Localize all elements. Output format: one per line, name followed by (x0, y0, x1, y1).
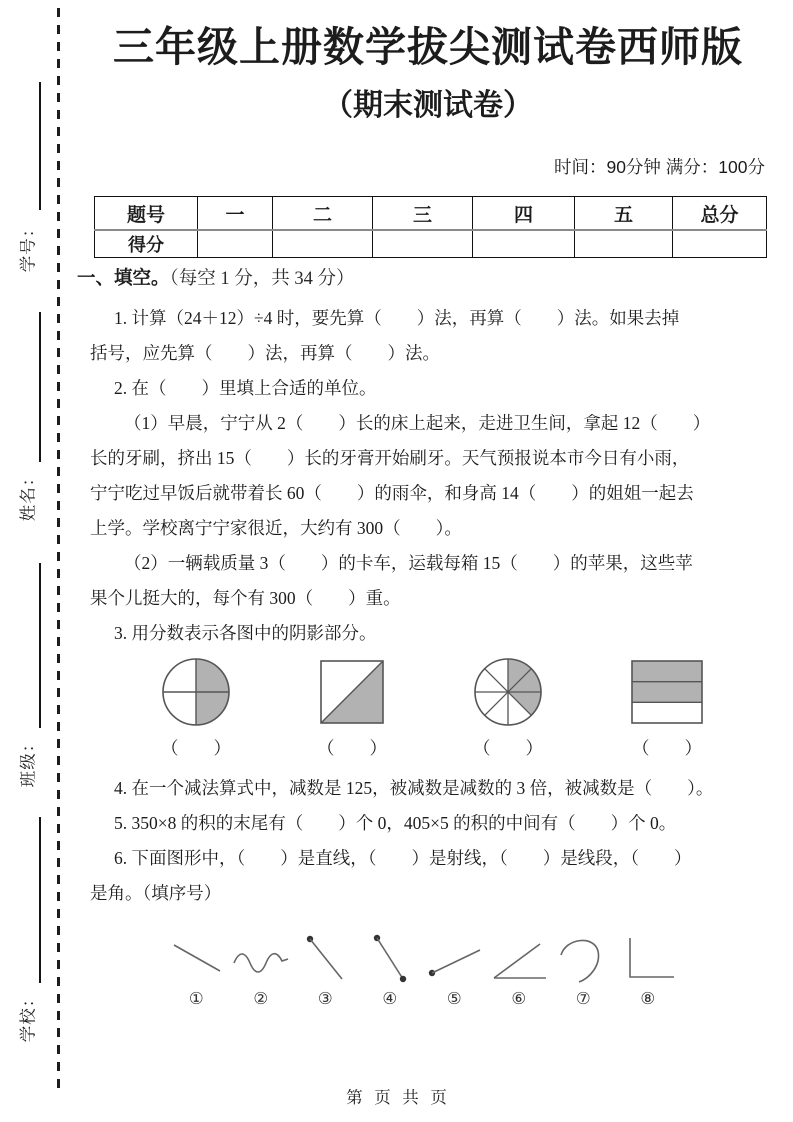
score-cell (273, 230, 373, 258)
figure-item (551, 933, 616, 1011)
fraction-item (317, 657, 387, 763)
question-line: 4. 在一个减法算式中，减数是 125，被减数是减数的 3 倍，被减数是（ ）。 (114, 778, 714, 798)
time-score-info: 时间：90分钟 满分：100分 (553, 157, 765, 177)
score-cell (473, 230, 575, 258)
student-id-label: 学号： (18, 219, 37, 273)
writing-blank-line (39, 563, 41, 728)
header-cell: 五 (575, 197, 673, 231)
figure-item (616, 933, 681, 1011)
score-table-header-row (95, 197, 767, 231)
answer-blank: （ ） (632, 738, 702, 758)
page-title: 三年级上册数学拔尖测试卷西师版 (113, 24, 743, 70)
circle-eighths-three-shaded-icon (472, 656, 544, 728)
question-block (75, 293, 781, 1011)
score-table (94, 196, 767, 258)
figure-item (358, 933, 423, 1011)
line-figures-row (164, 933, 680, 1011)
straight-line-icon (166, 933, 226, 985)
figure-item (164, 933, 229, 1011)
question-line: 长的牙刷，挤出 15（ ）长的牙膏开始刷牙。天气预报说本市今日有小雨， (90, 448, 690, 468)
question-line: 上学。学校离宁宁家很近，大约有 300（ ）。 (90, 518, 462, 538)
score-cell (673, 230, 767, 258)
figure-label: ② (253, 989, 269, 1008)
score-cell (373, 230, 473, 258)
circle-quarters-right-half-shaded-icon (160, 656, 232, 728)
ray-down-right-icon (295, 933, 355, 985)
fraction-item (472, 657, 544, 763)
binding-dashed-line (57, 8, 60, 1090)
curved-arc-icon (553, 933, 613, 985)
line-segment-icon (360, 933, 420, 985)
question-line: 3. 用分数表示各图中的阴影部分。 (114, 623, 377, 643)
writing-blank-line (39, 82, 41, 210)
fraction-item (160, 657, 232, 763)
writing-blank-line (39, 817, 41, 983)
square-diagonal-lower-right-shaded-icon (318, 658, 386, 726)
acute-angle-icon (488, 933, 550, 985)
fraction-figures-row (160, 657, 705, 763)
school-field (5, 985, 47, 1047)
fraction-item (629, 657, 705, 763)
student-id-field (5, 215, 47, 277)
writing-blank-line (39, 312, 41, 462)
right-angle-icon (618, 933, 678, 985)
answer-blank: （ ） (317, 738, 387, 758)
figure-label: ④ (382, 989, 398, 1008)
figure-item (487, 933, 552, 1011)
question-line: 果个儿挺大的，每个有 300（ ）重。 (90, 588, 401, 608)
question-line: 1. 计算（24＋12）÷4 时，要先算（ ）法，再算（ ）法。如果去掉 (114, 308, 680, 328)
section-title: 一、填空。 (77, 267, 170, 288)
figure-label: ③ (317, 989, 333, 1008)
class-field (5, 730, 47, 792)
rect-thirds-top-two-shaded-icon (629, 658, 705, 726)
ray-up-right-icon (424, 933, 484, 985)
question-line: （1）早晨，宁宁从 2（ ）长的床上起来，走进卫生间，拿起 12（ ） (124, 413, 711, 433)
question-line: 括号，应先算（ ）法，再算（ ）法。 (90, 343, 440, 363)
figure-label: ⑤ (446, 989, 462, 1008)
page-footer: 第 页 共 页 (346, 1089, 447, 1107)
header-cell: 一 (198, 197, 273, 231)
section-note: （每空 1 分，共 34 分） (169, 269, 355, 289)
question-line: 宁宁吃过早饭后就带着长 60（ ）的雨伞，和身高 14（ ）的姐姐一起去 (90, 483, 694, 503)
question-line: 是角。（填序号） (90, 883, 222, 903)
header-cell: 总分 (673, 197, 767, 231)
section-heading (75, 264, 781, 293)
score-cell (198, 230, 273, 258)
wavy-curve-icon (230, 933, 292, 985)
answer-blank: （ ） (473, 738, 543, 758)
class-label: 班级： (18, 734, 37, 788)
name-label: 姓名： (18, 468, 37, 522)
question-line: 2. 在（ ）里填上合适的单位。 (114, 378, 377, 398)
figure-item (422, 933, 487, 1011)
header-cell: 四 (473, 197, 575, 231)
name-field (5, 464, 47, 526)
school-label: 学校： (18, 989, 37, 1043)
paper-content (75, 0, 781, 1011)
question-line: 5. 350×8 的积的末尾有（ ）个 0，405×5 的积的中间有（ ）个 0。 (114, 813, 677, 833)
figure-item (229, 933, 294, 1011)
question-line: （2）一辆载质量 3（ ）的卡车，运载每箱 15（ ）的苹果，这些苹 (124, 553, 693, 573)
figure-label: ⑧ (640, 989, 656, 1008)
figure-label: ① (188, 989, 204, 1008)
score-row-label: 得分 (95, 230, 198, 258)
score-table-score-row (95, 230, 767, 258)
figure-label: ⑦ (575, 989, 591, 1008)
page-subtitle: （期末测试卷） (323, 89, 533, 122)
header-cell: 三 (373, 197, 473, 231)
score-cell (575, 230, 673, 258)
answer-blank: （ ） (161, 738, 231, 758)
header-cell: 二 (273, 197, 373, 231)
figure-item (293, 933, 358, 1011)
figure-label: ⑥ (511, 989, 527, 1008)
header-cell: 题号 (95, 197, 198, 231)
question-line: 6. 下面图形中，（ ）是直线，（ ）是射线，（ ）是线段，（ ） (114, 848, 692, 868)
